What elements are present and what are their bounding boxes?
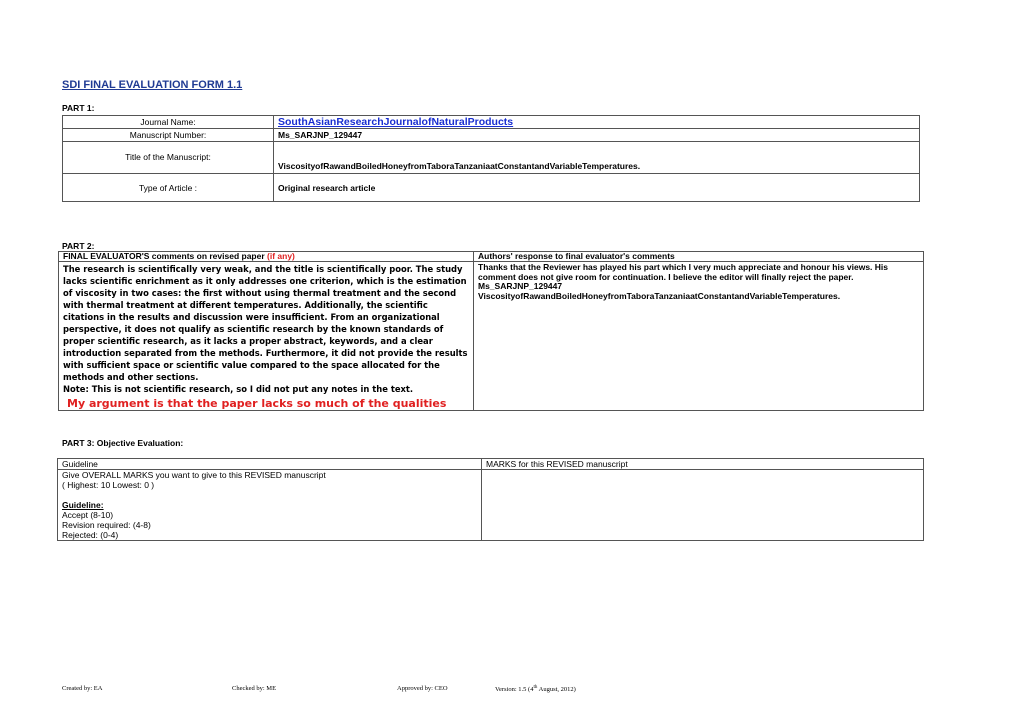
evaluator-comment: The research is scientifically very weak, and the title is scientifically poor. The study lacks scientific enrichment as it only addresses one criterion, which is the estimation of viscosity in two cases: the first without using thermal treatment and the second with thermal treatment at different temperatures. Additionally, the scientific citations in the results and discussion were insufficient. From an organizational perspective, it does not qualify as scientific research by the known standards of proper scientific research, as it lacks a proper abstract, keywords, and a clear introduction separated from the methods. Furthermore, it did not provide the results with sufficient space or scientific value compared to the space allocated for the methods and other sections.: [63, 264, 468, 382]
part1-label: PART 1:: [62, 103, 95, 113]
marks-header: MARKS for this REVISED manuscript: [482, 459, 924, 470]
part1-table: [62, 115, 920, 202]
evaluator-argument: My argument is that the paper lacks so much of the qualities: [67, 397, 447, 410]
part3-label: PART 3: Objective Evaluation:: [62, 438, 184, 448]
guideline-revision: Revision required: (4-8): [62, 520, 151, 530]
guideline-rejected: Rejected: (0-4): [62, 530, 119, 540]
evaluator-note: Note: This is not scientific research, so I did not put any notes in the text.: [63, 384, 414, 394]
evaluator-comment-cell: [59, 262, 474, 411]
type-label: Type of Article :: [63, 174, 274, 202]
authors-ms-number: Ms_SARJNP_129447: [478, 281, 563, 291]
guideline-accept: Accept (8-10): [62, 510, 114, 520]
form-title: SDI FINAL EVALUATION FORM 1.1: [62, 79, 243, 91]
footer-version-prefix: Version: 1.5 (4: [495, 686, 534, 694]
footer-version: [495, 685, 576, 693]
manuscript-number-value: Ms_SARJNP_129447: [274, 129, 920, 142]
footer-created-by: Created by: EA: [62, 685, 103, 692]
part2-label: PART 2:: [62, 241, 95, 251]
title-label: Title of the Manuscript:: [63, 142, 274, 174]
footer-approved-by: Approved by: CEO: [397, 685, 448, 692]
authors-response-cell: [474, 262, 924, 411]
journal-name-label: Journal Name:: [63, 116, 274, 129]
part3-table: [57, 458, 924, 541]
guideline-range: ( Highest: 10 Lowest: 0 ): [62, 480, 155, 490]
footer-version-sup: th: [533, 685, 538, 690]
footer-version-suffix: August, 2012): [537, 686, 576, 694]
authors-title: ViscosityofRawandBoiledHoneyfromTaboraTanzaniaatConstantandVariableTemperatures.: [478, 290, 841, 301]
manuscript-number-label: Manuscript Number:: [63, 129, 274, 142]
evaluator-header-note: (if any): [267, 251, 295, 261]
footer-checked-by: Checked by: ME: [232, 685, 277, 692]
marks-input-cell[interactable]: [482, 470, 924, 541]
authors-response: Thanks that the Reviewer has played his part which I very much appreciate and honour his views. His comment does not give room for continuation. I believe the editor will finally reject the paper.: [478, 262, 889, 282]
part2-table: [58, 251, 924, 411]
evaluator-header-text: FINAL EVALUATOR'S comments on revised paper: [63, 251, 265, 261]
article-type-value: Original research article: [274, 174, 920, 202]
guideline-header: Guideline: [58, 459, 482, 470]
guideline-instruction: Give OVERALL MARKS you want to give to this REVISED manuscript: [62, 470, 326, 480]
authors-header: Authors' response to final evaluator's comments: [474, 252, 924, 262]
guideline-title: Guideline:: [62, 500, 104, 510]
journal-name-link[interactable]: SouthAsianResearchJournalofNaturalProducts: [278, 116, 514, 128]
guideline-cell: [58, 470, 482, 541]
evaluator-header: [59, 252, 474, 262]
manuscript-title-value: ViscosityofRawandBoiledHoneyfromTaboraTanzaniaatConstantandVariableTemperatures.: [274, 142, 920, 174]
